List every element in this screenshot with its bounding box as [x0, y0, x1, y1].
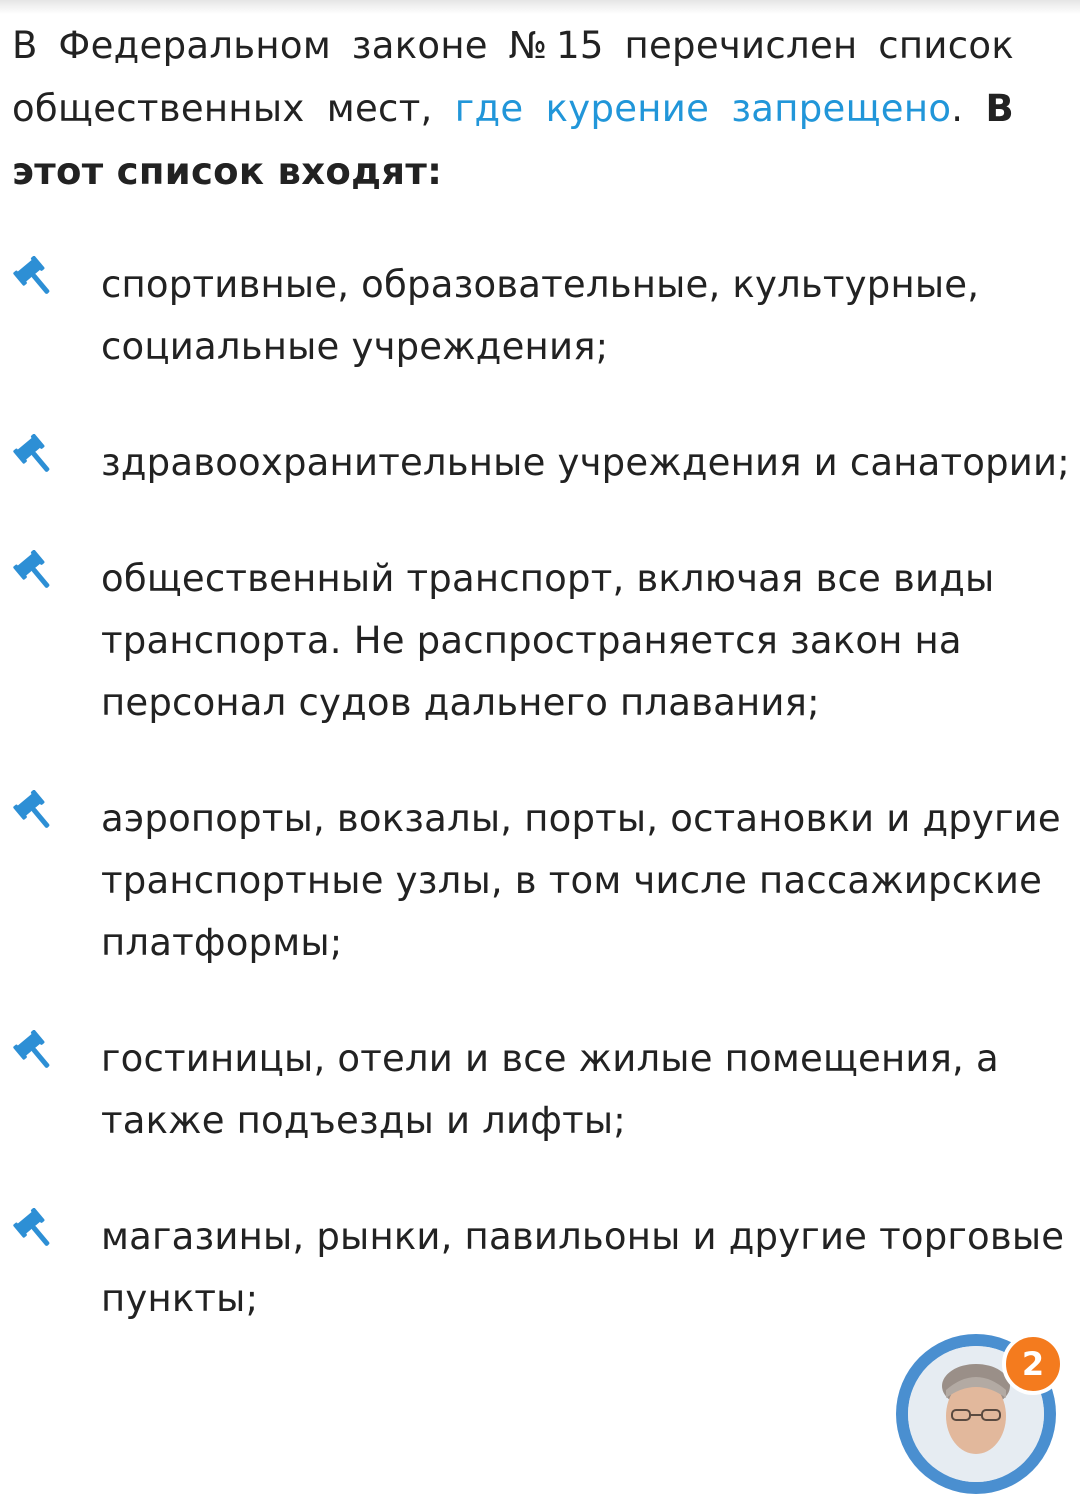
top-shadow — [0, 0, 1080, 14]
list-item — [0, 548, 1080, 734]
gavel-icon — [8, 790, 62, 834]
list-item — [0, 254, 1080, 378]
list-item-text: спортивные, образовательные, культурные, социальные учреждения; — [101, 263, 980, 368]
intro-text-before: В Федеральном законе №15 перечислен список общественных мест, — [12, 24, 1014, 130]
list-item — [0, 432, 1080, 494]
list-item — [0, 1028, 1080, 1152]
list-item-text: магазины, рынки, павильоны и другие торговые пункты; — [101, 1215, 1065, 1320]
list-item-text: здравоохранительные учреждения и санатории; — [101, 441, 1070, 484]
intro-paragraph — [12, 14, 1014, 203]
smoking-ban-link[interactable]: где курение запрещено — [454, 87, 952, 130]
gavel-icon — [8, 550, 62, 594]
intro-bold-text: В этот список входят: — [12, 87, 1015, 193]
gavel-icon — [8, 434, 62, 478]
intro-text-after: . — [951, 87, 986, 130]
list-item-text: гостиницы, отели и все жилые помещения, а также подъезды и лифты; — [101, 1037, 999, 1142]
notification-badge[interactable]: 2 — [1002, 1333, 1064, 1395]
gavel-icon — [8, 1208, 62, 1252]
list-item — [0, 788, 1080, 974]
list-item-text: аэропорты, вокзалы, порты, остановки и другие транспортные узлы, в том числе пассажирские платформы; — [101, 797, 1061, 964]
list-item-text: общественный транспорт, включая все виды транспорта. Не распространяется закон на персонал судов дальнего плавания; — [101, 557, 995, 724]
gavel-icon — [8, 256, 62, 300]
gavel-icon — [8, 1030, 62, 1074]
list-item — [0, 1206, 1080, 1330]
prohibited-places-list — [0, 254, 1080, 1384]
